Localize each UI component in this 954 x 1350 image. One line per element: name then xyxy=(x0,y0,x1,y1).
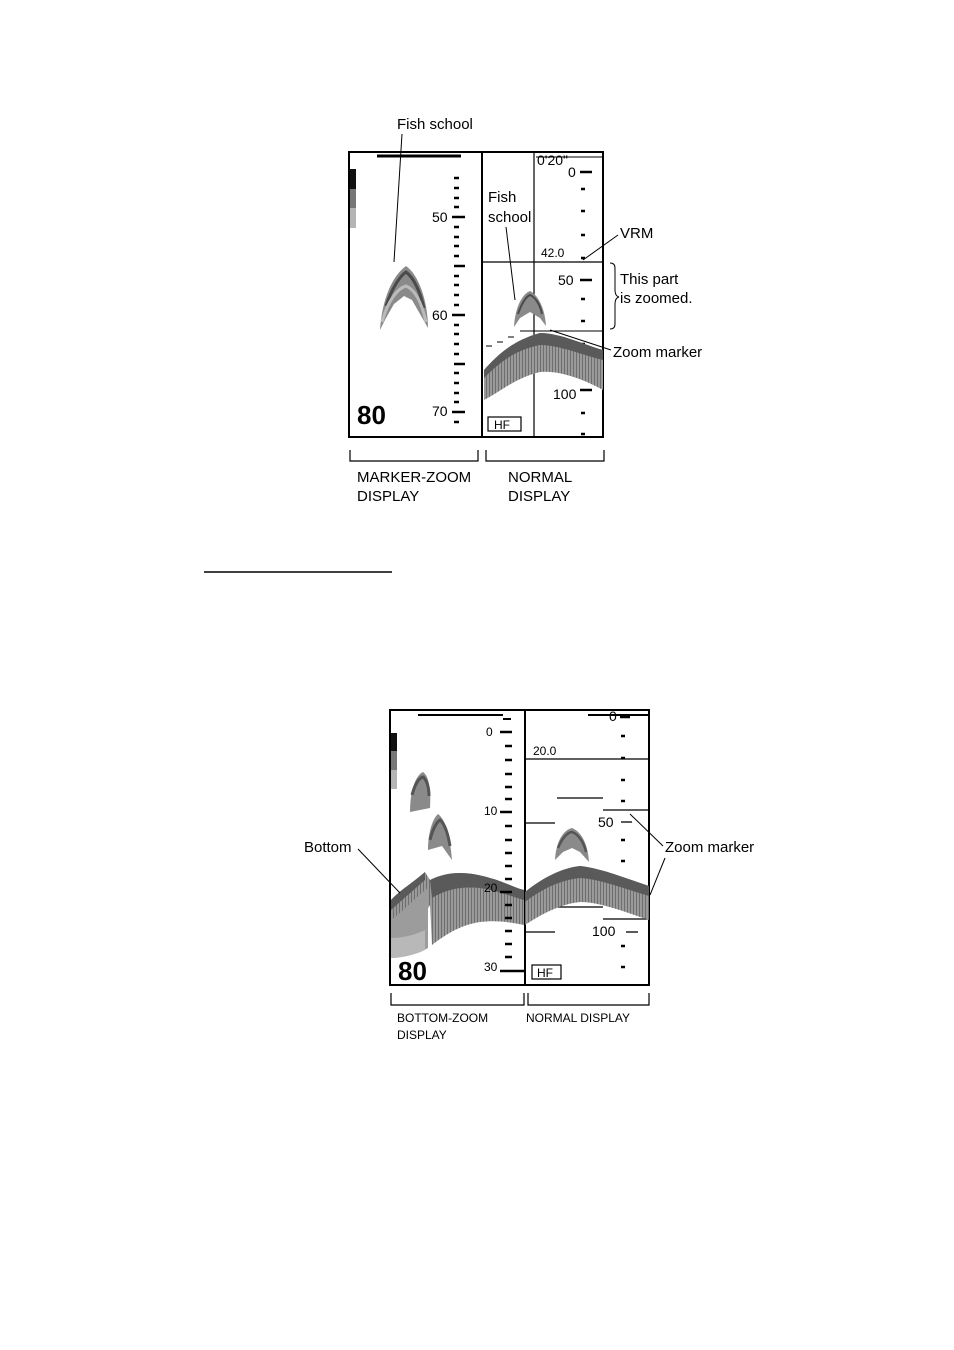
caption-normal: NORMAL xyxy=(508,469,573,486)
caption-marker-zoom: DISPLAY xyxy=(357,488,420,505)
hf-badge-label: HF xyxy=(494,418,510,432)
callout-zoom-marker: Zoom marker xyxy=(613,344,703,361)
callout-zoom-marker: Zoom marker xyxy=(665,839,755,856)
time-readout: 0'20" xyxy=(537,152,569,168)
left-scale-label: 60 xyxy=(432,307,448,323)
figure-marker-zoom xyxy=(349,116,702,505)
right-scale-label: 0 xyxy=(609,708,617,724)
caption-normal: NORMAL DISPLAY xyxy=(526,1011,631,1025)
left-depth-scale xyxy=(500,732,524,971)
right-depth-scale xyxy=(580,172,592,434)
bottom-echo xyxy=(525,866,649,925)
right-scale-label: 50 xyxy=(558,272,574,288)
right-scale-label: 0 xyxy=(568,164,576,180)
callout-vrm: VRM xyxy=(620,225,654,242)
left-scale-label: 30 xyxy=(484,960,498,974)
caption-bottom-zoom: DISPLAY xyxy=(397,1028,447,1042)
right-scale-label: 50 xyxy=(598,814,614,830)
callout-bottom: Bottom xyxy=(304,839,352,856)
caption-normal: DISPLAY xyxy=(508,488,571,505)
right-scale-label: 100 xyxy=(553,386,577,402)
fish-echo-zoomed xyxy=(410,772,452,860)
right-scale-label: 100 xyxy=(592,923,616,939)
fish-school-echo xyxy=(514,291,546,327)
caption-bottom-zoom: BOTTOM-ZOOM xyxy=(397,1011,489,1025)
callout-fish-school: Fish school xyxy=(397,116,473,133)
fish-school-echo xyxy=(555,828,589,862)
vrm-readout: 42.0 xyxy=(541,246,565,260)
fish-school-echo-zoomed xyxy=(380,266,428,330)
figure-bottom-zoom xyxy=(304,708,754,1042)
left-scale-label: 10 xyxy=(484,804,498,818)
right-depth-scale xyxy=(620,717,630,967)
color-scale-bar xyxy=(391,733,397,789)
left-depth-scale xyxy=(452,178,465,422)
left-scale-label: 20 xyxy=(484,881,498,895)
left-scale-label: 0 xyxy=(486,725,493,739)
color-scale-bar xyxy=(350,169,356,228)
zoom-brace xyxy=(610,263,619,329)
gain-readout: 80 xyxy=(357,400,386,430)
hf-badge-label: HF xyxy=(537,966,553,980)
caption-marker-zoom: MARKER-ZOOM xyxy=(357,469,472,486)
vrm-readout: 20.0 xyxy=(533,744,557,758)
left-scale-label: 50 xyxy=(432,209,448,225)
gain-readout: 80 xyxy=(398,956,427,986)
callout-fish-school-inner: school xyxy=(488,209,532,226)
bottom-echo-zoomed xyxy=(391,872,524,958)
callout-zoomed: This part xyxy=(620,271,679,288)
left-scale-label: 70 xyxy=(432,403,448,419)
callout-zoomed: is zoomed. xyxy=(620,290,693,307)
callout-fish-school-inner: Fish xyxy=(488,189,517,206)
